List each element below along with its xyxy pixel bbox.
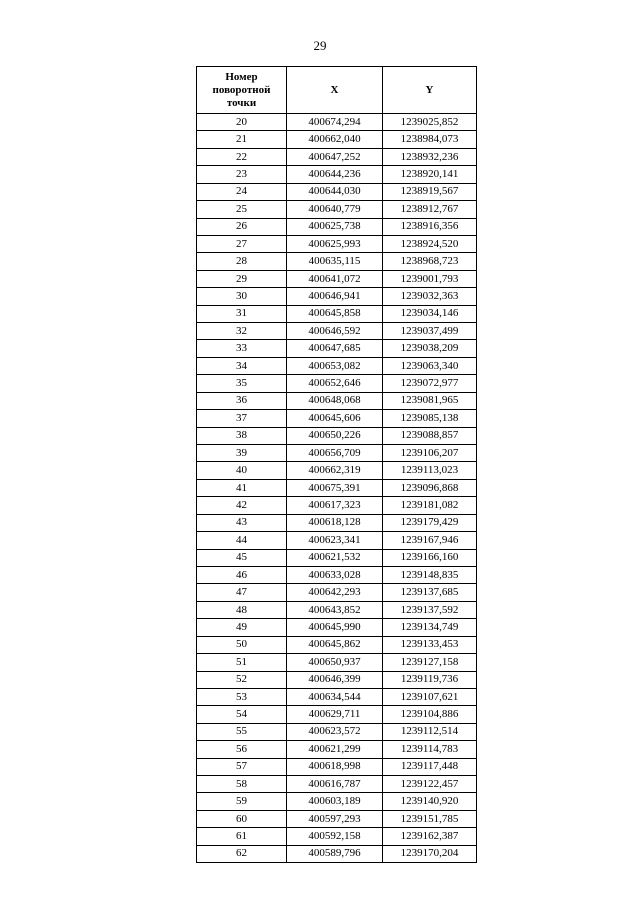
table-row: [197, 636, 477, 653]
point-number-cell: 37: [197, 410, 287, 427]
table-header-row: [197, 67, 477, 114]
table-row: [197, 566, 477, 583]
x-coordinate-cell: 400674,294: [287, 114, 383, 131]
point-number-cell: 23: [197, 166, 287, 183]
x-coordinate-cell: 400623,341: [287, 532, 383, 549]
x-coordinate-cell: 400645,990: [287, 619, 383, 636]
table-row: [197, 445, 477, 462]
point-number-cell: 52: [197, 671, 287, 688]
y-coordinate-cell: 1239085,138: [383, 410, 477, 427]
table-row: [197, 183, 477, 200]
y-coordinate-cell: 1239001,793: [383, 270, 477, 287]
point-number-cell: 28: [197, 253, 287, 270]
x-coordinate-cell: 400650,937: [287, 654, 383, 671]
header-point-number: Номер поворотной точки: [197, 67, 287, 114]
point-number-cell: 39: [197, 445, 287, 462]
table-row: [197, 845, 477, 862]
table-row: [197, 549, 477, 566]
table-row: [197, 828, 477, 845]
x-coordinate-cell: 400603,189: [287, 793, 383, 810]
table-row: [197, 253, 477, 270]
table-row: [197, 671, 477, 688]
point-number-cell: 36: [197, 392, 287, 409]
point-number-cell: 43: [197, 514, 287, 531]
y-coordinate-cell: 1239122,457: [383, 776, 477, 793]
y-coordinate-cell: 1239119,736: [383, 671, 477, 688]
x-coordinate-cell: 400648,068: [287, 392, 383, 409]
table-row: [197, 201, 477, 218]
table-row: [197, 741, 477, 758]
table-row: [197, 114, 477, 131]
y-coordinate-cell: 1239037,499: [383, 323, 477, 340]
header-y: Y: [383, 67, 477, 114]
x-coordinate-cell: 400629,711: [287, 706, 383, 723]
x-coordinate-cell: 400634,544: [287, 688, 383, 705]
table-row: [197, 706, 477, 723]
table-row: [197, 601, 477, 618]
x-coordinate-cell: 400592,158: [287, 828, 383, 845]
y-coordinate-cell: 1239081,965: [383, 392, 477, 409]
y-coordinate-cell: 1239167,946: [383, 532, 477, 549]
x-coordinate-cell: 400650,226: [287, 427, 383, 444]
x-coordinate-cell: 400662,040: [287, 131, 383, 148]
x-coordinate-cell: 400589,796: [287, 845, 383, 862]
point-number-cell: 47: [197, 584, 287, 601]
point-number-cell: 46: [197, 566, 287, 583]
point-number-cell: 59: [197, 793, 287, 810]
table-row: [197, 148, 477, 165]
table-row: [197, 427, 477, 444]
y-coordinate-cell: 1238912,767: [383, 201, 477, 218]
table-body: [197, 114, 477, 863]
y-coordinate-cell: 1239104,886: [383, 706, 477, 723]
table-row: [197, 375, 477, 392]
x-coordinate-cell: 400633,028: [287, 566, 383, 583]
x-coordinate-cell: 400647,685: [287, 340, 383, 357]
point-number-cell: 58: [197, 776, 287, 793]
y-coordinate-cell: 1239025,852: [383, 114, 477, 131]
table-row: [197, 235, 477, 252]
x-coordinate-cell: 400623,572: [287, 723, 383, 740]
point-number-cell: 24: [197, 183, 287, 200]
x-coordinate-cell: 400645,606: [287, 410, 383, 427]
x-coordinate-cell: 400641,072: [287, 270, 383, 287]
table-row: [197, 305, 477, 322]
point-number-cell: 42: [197, 497, 287, 514]
x-coordinate-cell: 400653,082: [287, 357, 383, 374]
table-row: [197, 514, 477, 531]
point-number-cell: 32: [197, 323, 287, 340]
x-coordinate-cell: 400642,293: [287, 584, 383, 601]
x-coordinate-cell: 400645,858: [287, 305, 383, 322]
table-row: [197, 357, 477, 374]
x-coordinate-cell: 400645,862: [287, 636, 383, 653]
point-number-cell: 50: [197, 636, 287, 653]
point-number-cell: 48: [197, 601, 287, 618]
y-coordinate-cell: 1239166,160: [383, 549, 477, 566]
table-row: [197, 131, 477, 148]
table-row: [197, 323, 477, 340]
y-coordinate-cell: 1239114,783: [383, 741, 477, 758]
table-row: [197, 758, 477, 775]
point-number-cell: 33: [197, 340, 287, 357]
point-number-cell: 45: [197, 549, 287, 566]
point-number-cell: 41: [197, 479, 287, 496]
table-row: [197, 462, 477, 479]
y-coordinate-cell: 1239134,749: [383, 619, 477, 636]
table-row: [197, 479, 477, 496]
point-number-cell: 31: [197, 305, 287, 322]
point-number-cell: 44: [197, 532, 287, 549]
y-coordinate-cell: 1239038,209: [383, 340, 477, 357]
table-row: [197, 218, 477, 235]
point-number-cell: 35: [197, 375, 287, 392]
y-coordinate-cell: 1238984,073: [383, 131, 477, 148]
y-coordinate-cell: 1239107,621: [383, 688, 477, 705]
point-number-cell: 34: [197, 357, 287, 374]
y-coordinate-cell: 1239137,592: [383, 601, 477, 618]
table-row: [197, 340, 477, 357]
table-row: [197, 497, 477, 514]
header-x: X: [287, 67, 383, 114]
point-number-cell: 38: [197, 427, 287, 444]
point-number-cell: 56: [197, 741, 287, 758]
y-coordinate-cell: 1239179,429: [383, 514, 477, 531]
y-coordinate-cell: 1239088,857: [383, 427, 477, 444]
point-number-cell: 27: [197, 235, 287, 252]
point-number-cell: 20: [197, 114, 287, 131]
y-coordinate-cell: 1239181,082: [383, 497, 477, 514]
table-row: [197, 584, 477, 601]
page-number: 29: [313, 38, 327, 53]
y-coordinate-cell: 1239117,448: [383, 758, 477, 775]
point-number-cell: 57: [197, 758, 287, 775]
point-number-cell: 40: [197, 462, 287, 479]
point-number-cell: 21: [197, 131, 287, 148]
x-coordinate-cell: 400625,738: [287, 218, 383, 235]
y-coordinate-cell: 1239112,514: [383, 723, 477, 740]
point-number-cell: 49: [197, 619, 287, 636]
x-coordinate-cell: 400643,852: [287, 601, 383, 618]
y-coordinate-cell: 1239148,835: [383, 566, 477, 583]
y-coordinate-cell: 1238968,723: [383, 253, 477, 270]
table-row: [197, 793, 477, 810]
y-coordinate-cell: 1238932,236: [383, 148, 477, 165]
table-row: [197, 688, 477, 705]
point-number-cell: 22: [197, 148, 287, 165]
x-coordinate-cell: 400646,399: [287, 671, 383, 688]
y-coordinate-cell: 1239113,023: [383, 462, 477, 479]
x-coordinate-cell: 400652,646: [287, 375, 383, 392]
x-coordinate-cell: 400644,236: [287, 166, 383, 183]
x-coordinate-cell: 400662,319: [287, 462, 383, 479]
y-coordinate-cell: 1239096,868: [383, 479, 477, 496]
x-coordinate-cell: 400656,709: [287, 445, 383, 462]
table-row: [197, 723, 477, 740]
y-coordinate-cell: 1238920,141: [383, 166, 477, 183]
table-row: [197, 288, 477, 305]
y-coordinate-cell: 1239133,453: [383, 636, 477, 653]
y-coordinate-cell: 1239162,387: [383, 828, 477, 845]
y-coordinate-cell: 1239032,363: [383, 288, 477, 305]
point-number-cell: 30: [197, 288, 287, 305]
point-number-cell: 29: [197, 270, 287, 287]
x-coordinate-cell: 400640,779: [287, 201, 383, 218]
x-coordinate-cell: 400597,293: [287, 810, 383, 827]
point-number-cell: 53: [197, 688, 287, 705]
table-row: [197, 810, 477, 827]
x-coordinate-cell: 400625,993: [287, 235, 383, 252]
x-coordinate-cell: 400675,391: [287, 479, 383, 496]
table-row: [197, 532, 477, 549]
point-number-cell: 51: [197, 654, 287, 671]
x-coordinate-cell: 400616,787: [287, 776, 383, 793]
point-number-cell: 60: [197, 810, 287, 827]
x-coordinate-cell: 400644,030: [287, 183, 383, 200]
y-coordinate-cell: 1238916,356: [383, 218, 477, 235]
x-coordinate-cell: 400621,299: [287, 741, 383, 758]
x-coordinate-cell: 400617,323: [287, 497, 383, 514]
y-coordinate-cell: 1239137,685: [383, 584, 477, 601]
y-coordinate-cell: 1238919,567: [383, 183, 477, 200]
y-coordinate-cell: 1239151,785: [383, 810, 477, 827]
table-row: [197, 270, 477, 287]
table-row: [197, 619, 477, 636]
y-coordinate-cell: 1239106,207: [383, 445, 477, 462]
x-coordinate-cell: 400618,998: [287, 758, 383, 775]
coordinates-table: [196, 66, 477, 863]
y-coordinate-cell: 1239072,977: [383, 375, 477, 392]
point-number-cell: 62: [197, 845, 287, 862]
y-coordinate-cell: 1239063,340: [383, 357, 477, 374]
y-coordinate-cell: 1239034,146: [383, 305, 477, 322]
point-number-cell: 26: [197, 218, 287, 235]
point-number-cell: 25: [197, 201, 287, 218]
x-coordinate-cell: 400621,532: [287, 549, 383, 566]
x-coordinate-cell: 400635,115: [287, 253, 383, 270]
x-coordinate-cell: 400618,128: [287, 514, 383, 531]
table-row: [197, 166, 477, 183]
table-row: [197, 776, 477, 793]
y-coordinate-cell: 1239140,920: [383, 793, 477, 810]
y-coordinate-cell: 1239127,158: [383, 654, 477, 671]
y-coordinate-cell: 1239170,204: [383, 845, 477, 862]
y-coordinate-cell: 1238924,520: [383, 235, 477, 252]
point-number-cell: 61: [197, 828, 287, 845]
x-coordinate-cell: 400647,252: [287, 148, 383, 165]
x-coordinate-cell: 400646,941: [287, 288, 383, 305]
point-number-cell: 54: [197, 706, 287, 723]
table-row: [197, 654, 477, 671]
point-number-cell: 55: [197, 723, 287, 740]
table-row: [197, 392, 477, 409]
x-coordinate-cell: 400646,592: [287, 323, 383, 340]
table-row: [197, 410, 477, 427]
